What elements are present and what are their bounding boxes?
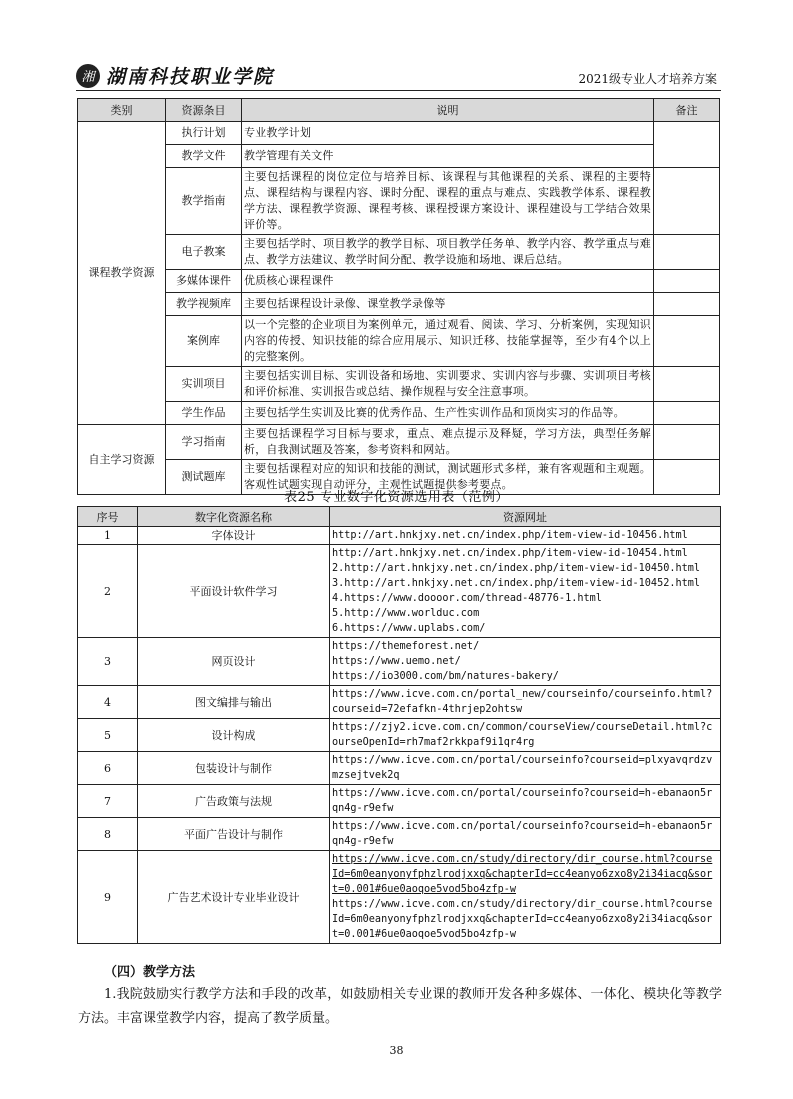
resource-description: 主要包括课程学习目标与要求，重点、难点提示及释疑，学习方法，典型任务解析，自我测试题及答案，参考资料和网站。 xyxy=(242,425,654,460)
table-header-row xyxy=(78,99,720,122)
table-row xyxy=(78,719,721,752)
table-row xyxy=(78,425,720,460)
table-row xyxy=(78,527,721,545)
resource-item: 教学文件 xyxy=(166,145,242,168)
resource-item: 教学视频库 xyxy=(166,293,242,316)
table-row xyxy=(78,785,721,818)
table-row xyxy=(78,168,720,235)
resource-item: 教学指南 xyxy=(166,168,242,235)
resource-description: 主要包括学时、项目教学的教学目标、项目教学任务单、教学内容、教学重点与难点、教学方法建议、教学时间分配、教学设施和场地、课后总结。 xyxy=(242,235,654,270)
resource-url-link[interactable]: https://www.uemo.net/ xyxy=(332,656,461,667)
resource-url-link[interactable]: 4.https://www.doooor.com/thread-48776-1.html xyxy=(332,593,602,604)
resource-url-cell xyxy=(330,719,721,752)
row-number: 2 xyxy=(78,545,138,638)
body-paragraph: 1.我院鼓励实行教学方法和手段的改革，如鼓励相关专业课的教师开发各种多媒体、一体化、模块化等教学方法。丰富课堂教学内容，提高了教学质量。 xyxy=(78,987,722,1026)
resource-description: 主要包括课程对应的知识和技能的测试，测试题形式多样，兼有客观题和主观题。客观性试题实现自动评分，主观性试题提供参考要点。 xyxy=(242,460,654,495)
resource-name: 广告政策与法规 xyxy=(138,785,330,818)
category-course-resources: 课程教学资源 xyxy=(78,122,166,425)
resource-url-link[interactable]: https://www.icve.com.cn/portal/courseinfo?courseid=h-ebanaon5rqn4g-r9efw xyxy=(332,821,713,847)
header-item: 资源条目 xyxy=(166,99,242,122)
row-number: 5 xyxy=(78,719,138,752)
remark-cell xyxy=(654,293,720,316)
resource-item: 实训项目 xyxy=(166,367,242,402)
resource-url-link[interactable]: https://www.icve.com.cn/portal/courseinfo?courseid=h-ebanaon5rqn4g-r9efw xyxy=(332,788,713,814)
resource-url-link[interactable]: https://www.icve.com.cn/study/directory/dir_course.html?courseId=6m0eanyonyfphzlrodjxxq&chapterId=cc4eanyo6zxo8y2i34iacq&sort=0.001#6ue0aoqoe5vod5bo4zfp-w xyxy=(332,854,713,895)
resource-url-link[interactable]: https://www.icve.com.cn/portal/courseinfo?courseid=plxyavqrdzvmzsejtvek2q xyxy=(332,755,713,781)
header-description: 说明 xyxy=(242,99,654,122)
category-self-study-resources: 自主学习资源 xyxy=(78,425,166,495)
table-row xyxy=(78,638,721,686)
remark-cell xyxy=(654,367,720,402)
table-row xyxy=(78,367,720,402)
resource-item: 多媒体课件 xyxy=(166,270,242,293)
resource-description: 主要包括课程设计录像、课堂教学录像等 xyxy=(242,293,654,316)
resource-url-cell xyxy=(330,638,721,686)
table-row xyxy=(78,270,720,293)
table-row xyxy=(78,545,721,638)
row-number: 1 xyxy=(78,527,138,545)
row-number: 6 xyxy=(78,752,138,785)
table-row xyxy=(78,402,720,425)
school-emblem-icon: 湘 xyxy=(76,64,100,88)
resource-url-link[interactable]: 2.http://art.hnkjxy.net.cn/index.php/item-view-id-10450.html xyxy=(332,563,701,574)
resource-item: 执行计划 xyxy=(166,122,242,145)
resource-url-cell xyxy=(330,752,721,785)
row-number: 4 xyxy=(78,686,138,719)
table-row xyxy=(78,686,721,719)
resource-name: 字体设计 xyxy=(138,527,330,545)
resource-description: 以一个完整的企业项目为案例单元，通过观看、阅读、学习、分析案例，实现知识内容的传授、知识技能的综合应用展示、知识迁移、技能掌握等，至少有4个以上的完整案例。 xyxy=(242,316,654,367)
table-row xyxy=(78,752,721,785)
resource-description: 主要包括课程的岗位定位与培养目标、该课程与其他课程的关系、课程的主要特点、课程结构与课程内容、课时分配、课程的重点与难点、实践教学体系、课程教学方法、课程教学资源、课程考核、课程授课方案设计、课程建设与工学结合效果评价等。 xyxy=(242,168,654,235)
table-row xyxy=(78,316,720,367)
table-row xyxy=(78,818,721,851)
resource-description: 优质核心课程课件 xyxy=(242,270,654,293)
remark-cell xyxy=(654,235,720,270)
document-title: 2021级专业人才培养方案 xyxy=(578,72,717,86)
resource-url-link[interactable]: https://www.icve.com.cn/portal_new/courseinfo/courseinfo.html?courseid=72efafkn-4thrjep2ohtsw xyxy=(332,689,713,715)
resource-name: 网页设计 xyxy=(138,638,330,686)
school-logo xyxy=(76,62,274,89)
table-row xyxy=(78,145,720,168)
resource-url-link[interactable]: 5.http://www.worlduc.com xyxy=(332,608,480,619)
table-caption: 表25 专业数字化资源选用表（范例） xyxy=(284,490,509,505)
resource-url-cell xyxy=(330,545,721,638)
resource-name: 广告艺术设计专业毕业设计 xyxy=(138,851,330,944)
resource-url-cell xyxy=(330,686,721,719)
table-header-row xyxy=(78,507,721,527)
header-resource-name: 数字化资源名称 xyxy=(138,507,330,527)
page-number: 38 xyxy=(389,1044,404,1057)
header-category: 类别 xyxy=(78,99,166,122)
section-title: （四）教学方法 xyxy=(104,965,196,980)
table-row xyxy=(78,122,720,145)
resource-name: 图文编排与输出 xyxy=(138,686,330,719)
resource-url-cell xyxy=(330,785,721,818)
table-row xyxy=(78,293,720,316)
header-resource-url: 资源网址 xyxy=(330,507,721,527)
remark-cell xyxy=(654,316,720,367)
resource-item: 测试题库 xyxy=(166,460,242,495)
resource-name: 设计构成 xyxy=(138,719,330,752)
page-header xyxy=(76,56,721,91)
resource-url-cell xyxy=(330,851,721,944)
row-number: 7 xyxy=(78,785,138,818)
resource-url-link[interactable]: 3.http://art.hnkjxy.net.cn/index.php/item-view-id-10452.html xyxy=(332,578,701,589)
resource-url-link[interactable]: http://art.hnkjxy.net.cn/index.php/item-view-id-10454.html xyxy=(332,548,688,559)
resource-url-cell xyxy=(330,818,721,851)
row-number: 8 xyxy=(78,818,138,851)
resource-description: 主要包括实训目标、实训设备和场地、实训要求、实训内容与步骤、实训项目考核和评价标准、实训报告或总结、操作规程与安全注意事项。 xyxy=(242,367,654,402)
resource-url-link[interactable]: https://www.icve.com.cn/study/directory/dir_course.html?courseId=6m0eanyonyfphzlrodjxxq&chapterId=cc4eanyo6zxo8y2i34iacq&sort=0.001#6ue0aoqoe5vod5bo4zfp-w xyxy=(332,899,713,940)
resource-description: 教学管理有关文件 xyxy=(242,145,654,168)
remark-cell xyxy=(654,168,720,235)
resource-category-table xyxy=(77,98,720,495)
resource-name: 平面设计软件学习 xyxy=(138,545,330,638)
resource-url-link[interactable]: http://art.hnkjxy.net.cn/index.php/item-view-id-10456.html xyxy=(332,530,688,541)
header-remark: 备注 xyxy=(654,99,720,122)
remark-cell xyxy=(654,122,720,168)
resource-url-link[interactable]: https://io3000.com/bm/natures-bakery/ xyxy=(332,671,559,682)
table-row xyxy=(78,851,721,944)
resource-name: 包装设计与制作 xyxy=(138,752,330,785)
table-row xyxy=(78,235,720,270)
row-number: 3 xyxy=(78,638,138,686)
resource-item: 电子教案 xyxy=(166,235,242,270)
row-number: 9 xyxy=(78,851,138,944)
remark-cell xyxy=(654,402,720,425)
remark-cell xyxy=(654,425,720,460)
school-name: 湖南科技职业学院 xyxy=(106,66,275,88)
resource-url-link[interactable]: 6.https://www.uplabs.com/ xyxy=(332,623,486,634)
resource-url-link[interactable]: https://zjy2.icve.com.cn/common/courseView/courseDetail.html?courseOpenId=rh7maf2rkkpaf9i1qr4rg xyxy=(332,722,713,748)
resource-url-cell xyxy=(330,527,721,545)
header-number: 序号 xyxy=(78,507,138,527)
resource-item: 案例库 xyxy=(166,316,242,367)
resource-item: 学生作品 xyxy=(166,402,242,425)
resource-description: 专业教学计划 xyxy=(242,122,654,145)
resource-url-link[interactable]: https://themeforest.net/ xyxy=(332,641,480,652)
digital-resource-table xyxy=(77,506,721,944)
resource-name: 平面广告设计与制作 xyxy=(138,818,330,851)
remark-cell xyxy=(654,270,720,293)
resource-description: 主要包括学生实训及比赛的优秀作品、生产性实训作品和顶岗实习的作品等。 xyxy=(242,402,654,425)
resource-item: 学习指南 xyxy=(166,425,242,460)
